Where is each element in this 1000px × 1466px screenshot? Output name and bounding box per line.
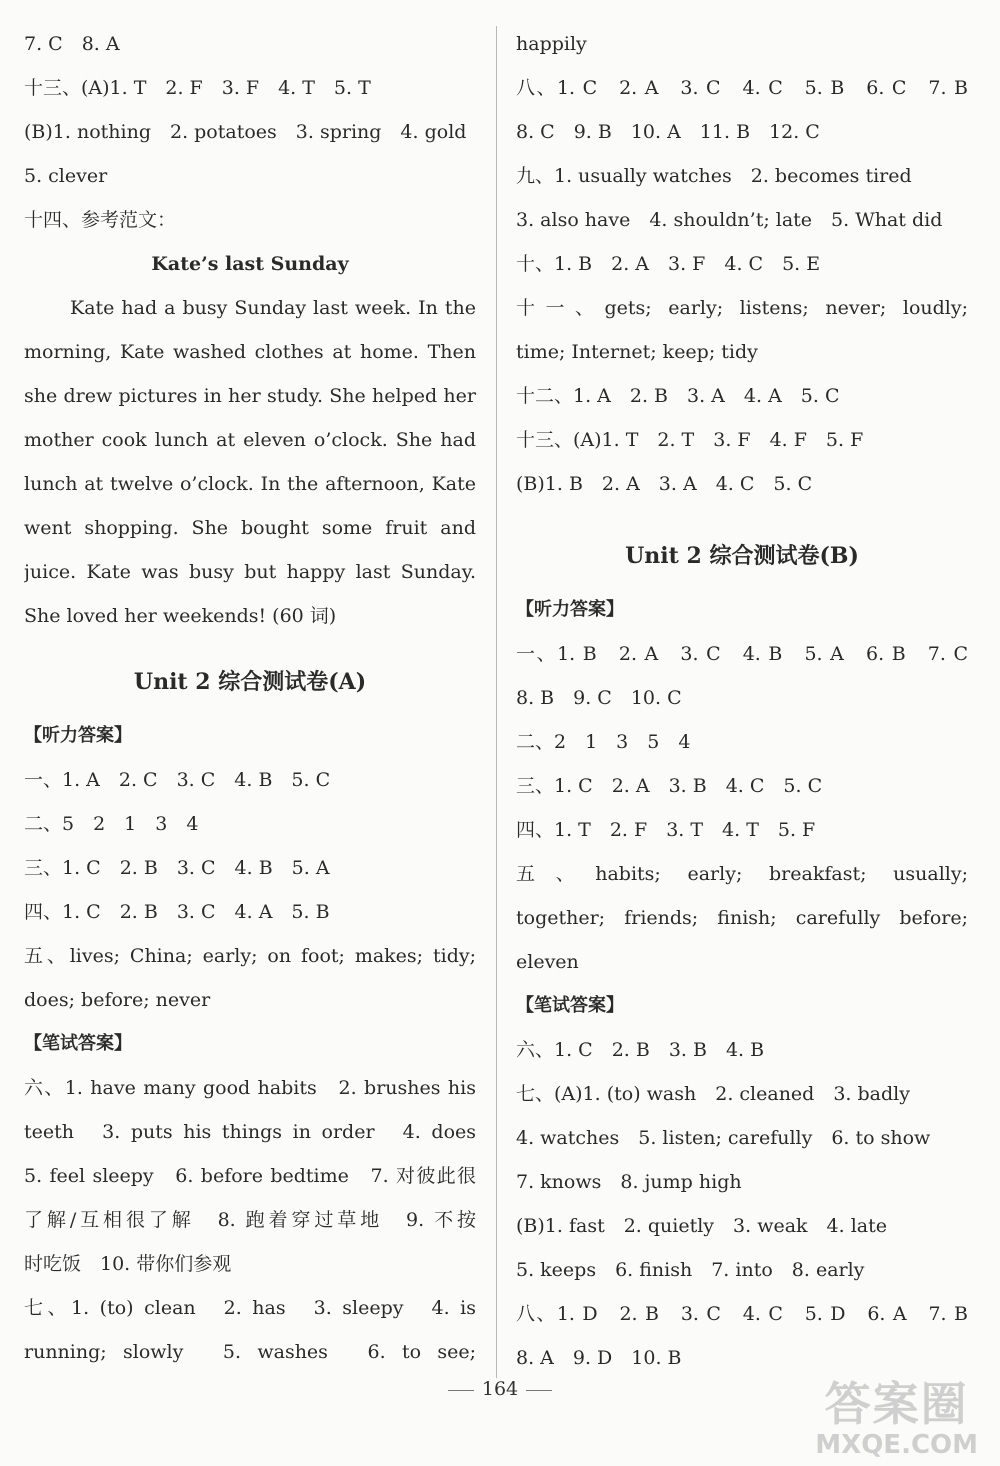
answer-line: (B)1. fast 2. quietly 3. weak 4. late <box>516 1215 888 1237</box>
answer-line: 十一、gets; early; listens; never; loudly; <box>516 297 968 319</box>
answer-line: happily <box>516 33 587 55</box>
answer-line: 五、habits; early; breakfast; usually; <box>516 863 968 885</box>
right-column <box>516 22 968 1380</box>
answer-line: 五、lives; China; early; on foot; makes; tidy; <box>24 945 476 967</box>
written-label: 【笔试答案】 <box>24 1033 132 1054</box>
answer-line: (B)1. B 2. A 3. A 4. C 5. C <box>516 473 813 495</box>
answer-line: 九、1. usually watches 2. becomes tired <box>516 165 912 187</box>
answer-line: 八、1. D 2. B 3. C 4. C 5. D 6. A 7. B <box>516 1303 968 1325</box>
answer-line: 7. C 8. A <box>24 33 120 55</box>
answer-line: running; slowly 5. washes 6. to see; <box>24 1341 476 1363</box>
watermark-text: 答案圈 <box>824 1377 969 1431</box>
answer-line: 七、(A)1. (to) wash 2. cleaned 3. badly <box>516 1083 910 1105</box>
written-label: 【笔试答案】 <box>516 995 624 1016</box>
answer-line: 六、1. C 2. B 3. B 4. B <box>516 1039 765 1061</box>
answer-line: 六、1. have many good habits 2. brushes his <box>24 1077 476 1099</box>
essay-title: Kate’s last Sunday <box>151 253 349 275</box>
answer-line: 7. knows 8. jump high <box>516 1171 742 1193</box>
answer-line: 十二、1. A 2. B 3. A 4. A 5. C <box>516 385 840 407</box>
answer-line: teeth 3. puts his things in order 4. does <box>24 1121 476 1143</box>
essay-line: Kate had a busy Sunday last week. In the <box>70 297 476 319</box>
section-heading: Unit 2 综合测试卷(A) <box>133 669 367 695</box>
essay-line: she drew pictures in her study. She helped her <box>24 385 476 407</box>
page-number: 164 <box>481 1378 519 1400</box>
answer-line: 5. clever <box>24 165 108 187</box>
answer-line: 3. also have 4. shouldn’t; late 5. What did <box>516 209 943 231</box>
answer-line: 一、1. A 2. C 3. C 4. B 5. C <box>24 769 331 791</box>
essay-line: went shopping. She bought some fruit and <box>24 517 476 539</box>
answer-line: 四、1. T 2. F 3. T 4. T 5. F <box>516 819 816 841</box>
section-heading: Unit 2 综合测试卷(B) <box>625 543 859 569</box>
answer-line: 8. C 9. B 10. A 11. B 12. C <box>516 121 820 143</box>
left-column <box>24 22 476 1374</box>
listening-label: 【听力答案】 <box>24 725 132 746</box>
answer-line: eleven <box>516 951 579 973</box>
answer-line: 5. feel sleepy 6. before bedtime 7. 对彼此很 <box>24 1165 476 1187</box>
answer-line: 十、1. B 2. A 3. F 4. C 5. E <box>516 253 821 275</box>
answer-line: 二、5 2 1 3 4 <box>24 813 199 835</box>
answer-line: 时吃饭 10. 带你们参观 <box>24 1253 232 1275</box>
answer-line: 8. B 9. C 10. C <box>516 687 682 709</box>
answer-line: 三、1. C 2. B 3. C 4. B 5. A <box>24 857 330 879</box>
essay-line: morning, Kate washed clothes at home. Then <box>24 341 476 363</box>
answer-line: together; friends; finish; carefully before; <box>516 907 968 929</box>
essay-line: She loved her weekends! (60 词) <box>24 605 337 627</box>
essay-line: juice. Kate was busy but happy last Sunday. <box>24 561 476 583</box>
answer-line: does; before; never <box>24 989 211 1011</box>
answer-line: 十三、(A)1. T 2. F 3. F 4. T 5. T <box>24 77 371 99</box>
answer-line: (B)1. nothing 2. potatoes 3. spring 4. gold <box>24 121 467 143</box>
answer-line: 四、1. C 2. B 3. C 4. A 5. B <box>24 901 330 923</box>
listening-label: 【听力答案】 <box>516 599 624 620</box>
essay-line: mother cook lunch at eleven o’clock. She had <box>24 429 476 451</box>
watermark-url: MXQE.COM <box>815 1430 978 1460</box>
answer-line: 4. watches 5. listen; carefully 6. to show <box>516 1127 931 1149</box>
answer-line: 一、1. B 2. A 3. C 4. B 5. A 6. B 7. C <box>516 643 968 665</box>
footer-dash <box>526 1390 552 1391</box>
column-divider <box>496 26 497 1378</box>
answer-line: 三、1. C 2. A 3. B 4. C 5. C <box>516 775 823 797</box>
answer-line: 8. A 9. D 10. B <box>516 1347 682 1369</box>
answer-line: 二、2 1 3 5 4 <box>516 731 691 753</box>
footer-dash <box>448 1390 474 1391</box>
answer-line: time; Internet; keep; tidy <box>516 341 758 363</box>
answer-line: 5. keeps 6. finish 7. into 8. early <box>516 1259 865 1281</box>
answer-line: 了解/互相很了解 8. 跑着穿过草地 9. 不按 <box>24 1209 476 1231</box>
answer-line: 八、1. C 2. A 3. C 4. C 5. B 6. C 7. B <box>516 77 968 99</box>
answer-line: 十三、(A)1. T 2. T 3. F 4. F 5. F <box>516 429 864 451</box>
answer-line: 七、1. (to) clean 2. has 3. sleepy 4. is <box>24 1297 476 1319</box>
answer-line: 十四、参考范文： <box>24 209 177 231</box>
watermark-logo <box>815 1378 978 1460</box>
essay-line: lunch at twelve o’clock. In the afternoon, Kate <box>24 473 476 495</box>
